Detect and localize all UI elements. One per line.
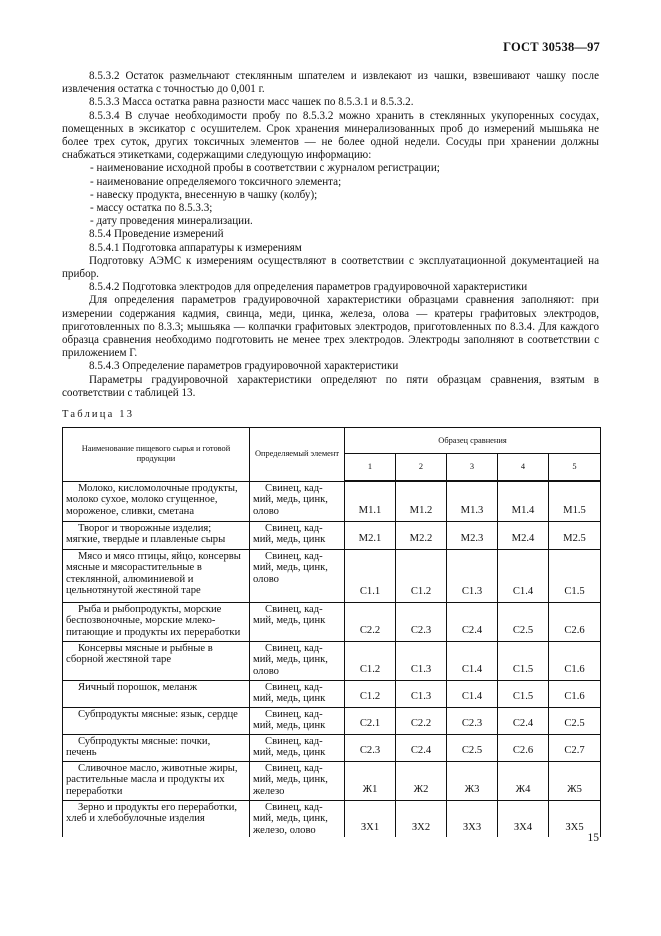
sample-code-cell: С2.7	[549, 734, 601, 761]
product-name-line: Субпродукты мясные: язык, сердце	[78, 708, 238, 720]
sample-code-cell: С1.6	[549, 641, 601, 680]
element-list-line: мий, медь, цинк,	[253, 813, 328, 825]
table-row	[63, 481, 601, 521]
element-list-cell	[250, 481, 345, 521]
element-list-line: Свинец, кад-	[265, 642, 323, 654]
product-name-cell	[63, 549, 250, 602]
sample-code-cell: ЗХ2	[396, 800, 447, 837]
element-list-line: Свинец, кад-	[265, 681, 323, 693]
product-name-line: Зерно и продукты его переработки,	[78, 801, 238, 813]
element-list-line: мий, медь, цинк	[253, 615, 326, 627]
list-item: - навеску продукта, внесенную в чашку (колбу);	[90, 188, 318, 201]
element-list-cell	[250, 521, 345, 549]
sample-code-cell: С1.5	[549, 549, 601, 602]
product-name-cell	[63, 602, 250, 641]
product-name-line: переработки	[66, 785, 123, 797]
paragraph: 8.5.3.4 В случае необходимости пробу по 8.5.3.2 можно хранить в стеклянных укупоренных сосудах, помещенных в эксикатор с осушителем. Срок хранения минерализованных проб до измерений мышьяка не более трех суток, других токсичных элементов — не более одной недели. Сосуды при хранении должны снабжаться этикетками, содержащими следующую информацию:	[62, 109, 599, 162]
sample-code-cell: Ж2	[396, 761, 447, 800]
element-list-line: олово	[253, 573, 279, 585]
element-list-line: Свинец, кад-	[265, 762, 323, 774]
product-name-line: Сливочное масло, животные жиры,	[78, 762, 238, 774]
sample-code-cell: С1.4	[447, 680, 498, 707]
list-item: - наименование исходной пробы в соответствии с журналом регистрации;	[90, 162, 440, 175]
sample-code-cell: М1.5	[549, 481, 601, 521]
element-list-line: олово	[253, 505, 279, 517]
product-name-line: Мясо и мясо птицы, яйцо, консервы	[78, 550, 241, 562]
sample-code-cell: С2.5	[447, 734, 498, 761]
sample-code-cell: М1.2	[396, 481, 447, 521]
sample-code-cell: М2.1	[345, 521, 396, 549]
sample-code-cell: ЗХ3	[447, 800, 498, 837]
element-list-line: мий, медь, цинк	[253, 747, 326, 759]
sample-code-cell: Ж1	[345, 761, 396, 800]
sample-code-cell: М2.3	[447, 521, 498, 549]
product-name-line: Рыба и рыбопродукты, морские	[78, 603, 222, 615]
element-list-cell	[250, 680, 345, 707]
table-row	[63, 549, 601, 602]
sample-code-cell: М2.2	[396, 521, 447, 549]
element-list-line: мий, медь, цинк,	[253, 654, 328, 666]
product-name-line: молоко сухое, молоко сгущенное,	[66, 494, 218, 506]
product-name-cell	[63, 761, 250, 800]
product-name-line: Творог и творожные изделия;	[78, 522, 212, 534]
sample-code-cell: М1.4	[498, 481, 549, 521]
element-list-line: Свинец, кад-	[265, 801, 323, 813]
sample-number: 3	[447, 454, 498, 482]
product-name-cell	[63, 481, 250, 521]
product-name-line: беспозвоночные, морские млеко-	[66, 615, 216, 627]
sample-code-cell: С1.2	[345, 641, 396, 680]
product-name-line: цельнотянутой жестяной таре	[66, 585, 201, 597]
product-name-cell	[63, 641, 250, 680]
paragraph: 8.5.3.3 Масса остатка равна разности масс чашек по 8.5.3.1 и 8.5.3.2.	[89, 96, 414, 109]
product-name-line: Молоко, кисломолочные продукты,	[78, 482, 238, 494]
element-list-line: железо	[253, 785, 285, 797]
element-list-line: Свинец, кад-	[265, 522, 323, 534]
sample-code-cell: М2.4	[498, 521, 549, 549]
sample-code-cell: С2.4	[396, 734, 447, 761]
element-list-line: Свинец, кад-	[265, 735, 323, 747]
product-name-line: Яичный порошок, меланж	[78, 681, 198, 693]
paragraph: 8.5.4 Проведение измерений	[89, 228, 224, 241]
page-number: 15	[587, 832, 599, 844]
product-name-line: растительные масла и продукты их	[66, 774, 225, 786]
product-name-line: мясные и мясорастительные в	[66, 562, 202, 574]
sample-code-cell: Ж4	[498, 761, 549, 800]
element-list-line: мий, медь, цинк	[253, 534, 326, 546]
product-name-cell	[63, 734, 250, 761]
element-list-cell	[250, 641, 345, 680]
table-row	[63, 761, 601, 800]
sample-number: 1	[345, 454, 396, 482]
element-list-line: мий, медь, цинк,	[253, 562, 328, 574]
sample-code-cell: С1.1	[345, 549, 396, 602]
sample-number: 4	[498, 454, 549, 482]
element-list-line: олово	[253, 665, 279, 677]
sample-code-cell: С1.2	[345, 680, 396, 707]
sample-code-cell: М1.1	[345, 481, 396, 521]
table-caption: Таблица 13	[62, 409, 135, 420]
product-name-line: питающие и продукты их переработки	[66, 626, 241, 638]
element-list-line: железо, олово	[253, 824, 316, 836]
sample-code-cell: С1.4	[447, 641, 498, 680]
sample-code-cell: ЗХ5	[549, 800, 601, 837]
element-list-cell	[250, 761, 345, 800]
paragraph: 8.5.4.3 Определение параметров градуировочной характеристики	[89, 360, 399, 373]
table-row	[63, 521, 601, 549]
sample-code-cell: С1.5	[498, 641, 549, 680]
sample-code-cell: С2.3	[345, 734, 396, 761]
element-list-cell	[250, 734, 345, 761]
product-name-line: сборной жестяной таре	[66, 654, 172, 666]
element-list-line: Свинец, кад-	[265, 708, 323, 720]
paragraph: 8.5.4.2 Подготовка электродов для определения параметров градуировочной характеристики	[89, 281, 528, 294]
table-row	[63, 602, 601, 641]
table-row	[63, 800, 601, 837]
product-name-line: Субпродукты мясные: почки,	[78, 735, 211, 747]
paragraph: Для определения параметров градуировочной характеристики образцами сравнения заполняют: при измерении содержания кадмия, свинца, меди, цинка, железа, олова — кратеры графитовых электродов, приготовленных по 8.3.3; мышьяка — колпачки графитовых электродов, приготовленных по 8.3.4. Для каждого образца сравнения необходимо подготовить не менее трех электродов. Электроды заполняют в соответствии с приложением Г.	[62, 294, 599, 360]
table-row	[63, 734, 601, 761]
element-list-line: мий, медь, цинк	[253, 720, 326, 732]
list-item: - дату проведения минерализации.	[90, 215, 253, 228]
table-row	[63, 641, 601, 680]
product-name-line: Консервы мясные и рыбные в	[78, 642, 213, 654]
column-header-element: Определяемый элемент	[250, 428, 345, 482]
list-item: - массу остатка по 8.5.3.3;	[90, 202, 213, 215]
sample-code-cell: С1.5	[498, 680, 549, 707]
sample-code-cell: С2.2	[396, 707, 447, 734]
body-text	[62, 70, 599, 400]
product-name-line: хлеб и хлебобулочные изделия	[66, 813, 205, 825]
sample-code-cell: ЗХ1	[345, 800, 396, 837]
paragraph: 8.5.4.1 Подготовка аппаратуры к измерениям	[89, 241, 302, 254]
sample-code-cell: С1.4	[498, 549, 549, 602]
column-header-product: Наименование пищевого сырья и готовой продукции	[63, 428, 250, 482]
document-id-header: ГОСТ 30538—97	[503, 40, 600, 54]
element-list-line: Свинец, кад-	[265, 482, 323, 494]
sample-code-cell: С1.2	[396, 549, 447, 602]
paragraph: Подготовку АЭМС к измерениям осуществляют в соответствии с эксплуатационной документацией на прибор.	[62, 254, 599, 281]
calibration-samples-table	[62, 427, 601, 837]
element-list-line: Свинец, кад-	[265, 550, 323, 562]
product-name-cell	[63, 800, 250, 837]
product-name-line: печень	[66, 747, 97, 759]
product-name-cell	[63, 680, 250, 707]
sample-code-cell: С2.5	[549, 707, 601, 734]
column-header-samples: Образец сравнения	[345, 428, 601, 454]
sample-code-cell: С1.3	[396, 680, 447, 707]
sample-code-cell: С1.3	[396, 641, 447, 680]
element-list-cell	[250, 549, 345, 602]
sample-code-cell: С2.1	[345, 707, 396, 734]
element-list-cell	[250, 707, 345, 734]
element-list-line: мий, медь, цинк	[253, 693, 326, 705]
sample-code-cell: С2.4	[498, 707, 549, 734]
sample-code-cell: М2.5	[549, 521, 601, 549]
sample-code-cell: Ж3	[447, 761, 498, 800]
sample-code-cell: С2.6	[549, 602, 601, 641]
product-name-line: мороженое, сливки, сметана	[66, 505, 195, 517]
element-list-line: мий, медь, цинк,	[253, 774, 328, 786]
element-list-cell	[250, 602, 345, 641]
sample-code-cell: М1.3	[447, 481, 498, 521]
table-row	[63, 707, 601, 734]
sample-code-cell: С1.3	[447, 549, 498, 602]
list-item: - наименование определяемого токсичного элемента;	[90, 175, 342, 188]
sample-code-cell: Ж5	[549, 761, 601, 800]
product-name-line: мягкие, твердые и плавленые сыры	[66, 534, 226, 546]
product-name-line: стеклянной, алюминиевой и	[66, 573, 194, 585]
table-row	[63, 680, 601, 707]
sample-code-cell: С2.3	[396, 602, 447, 641]
paragraph: 8.5.3.2 Остаток размельчают стеклянным шпателем и извлекают из чашки, взвешивают чашку после извлечения остатка с точностью до 0,001 г.	[62, 70, 599, 96]
sample-code-cell: С2.5	[498, 602, 549, 641]
element-list-line: Свинец, кад-	[265, 603, 323, 615]
sample-code-cell: С2.6	[498, 734, 549, 761]
element-list-line: мий, медь, цинк,	[253, 494, 328, 506]
product-name-cell	[63, 521, 250, 549]
sample-code-cell: С2.4	[447, 602, 498, 641]
sample-code-cell: ЗХ4	[498, 800, 549, 837]
paragraph: Параметры градуировочной характеристики определяют по пяти образцам сравнения, взятым в соответствии с таблицей 13.	[62, 373, 599, 399]
sample-number: 2	[396, 454, 447, 482]
sample-code-cell: С1.6	[549, 680, 601, 707]
element-list-cell	[250, 800, 345, 837]
sample-code-cell: С2.2	[345, 602, 396, 641]
sample-number: 5	[549, 454, 601, 482]
product-name-cell	[63, 707, 250, 734]
sample-code-cell: С2.3	[447, 707, 498, 734]
